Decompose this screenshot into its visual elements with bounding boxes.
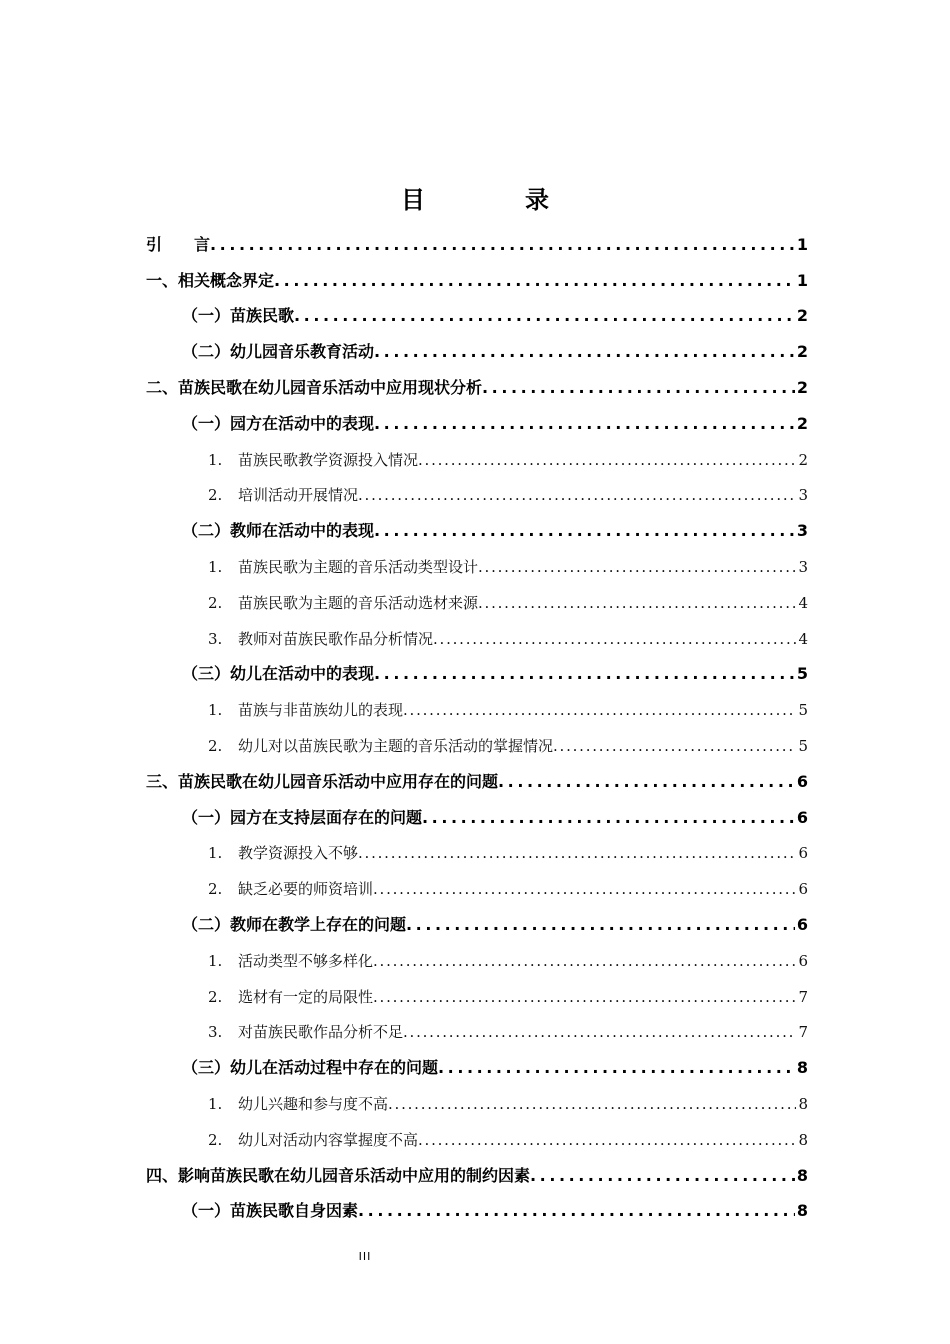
toc-entry[interactable]: [146, 471, 808, 507]
toc-entry[interactable]: [146, 793, 808, 829]
toc-entry-page: 3: [796, 521, 808, 541]
toc-dot-leader: [406, 914, 795, 936]
page-number-footer: III: [358, 1250, 372, 1263]
toc-entry-text: 三、苗族民歌在幼儿园音乐活动中应用存在的问题: [146, 771, 499, 791]
toc-entry-label: [182, 305, 294, 327]
toc-dot-leader: [210, 234, 795, 256]
toc-entry[interactable]: [146, 506, 808, 542]
toc-entry-page: 4: [798, 593, 808, 612]
toc-entry[interactable]: [146, 399, 808, 435]
toc-entry-label: [208, 699, 403, 721]
toc-entry-page: 1: [796, 234, 808, 254]
toc-dot-leader: [373, 878, 796, 900]
toc-entry-page: 2: [796, 306, 808, 326]
toc-entry[interactable]: [146, 1115, 808, 1151]
toc-entry-number: 2.: [208, 736, 223, 755]
toc-dot-leader: [374, 341, 795, 363]
toc-dot-leader: [438, 1057, 795, 1079]
toc-entry-label: [208, 484, 358, 506]
toc-entry[interactable]: [146, 864, 808, 900]
toc-entry-label: [208, 950, 373, 972]
toc-entry-number: 1.: [208, 450, 223, 469]
toc-entry-label: [208, 628, 433, 650]
toc-dot-leader: [373, 986, 796, 1008]
toc-entry-text: （一）苗族民歌: [182, 306, 295, 326]
toc-dot-leader: [530, 1165, 795, 1187]
toc-entry-page: 8: [796, 1165, 808, 1185]
toc-entry[interactable]: [146, 829, 808, 865]
toc-entry-number: 2.: [208, 486, 223, 505]
toc-entry-number: 3.: [208, 1023, 223, 1042]
toc-dot-leader: [358, 484, 796, 506]
toc-entry-label: [182, 413, 374, 435]
toc-entry-page: 3: [798, 486, 808, 505]
toc-dot-leader: [274, 270, 795, 292]
toc-entry-text: （一）苗族民歌自身因素: [182, 1201, 359, 1221]
toc-entry-page: 3: [798, 557, 808, 576]
toc-entry-label: [146, 377, 482, 399]
toc-entry-label: [182, 914, 406, 936]
toc-entry-number: 1.: [208, 844, 223, 863]
toc-entry-label: [208, 842, 358, 864]
toc-entry-number: 2.: [208, 880, 223, 899]
toc-entry-page: 6: [798, 844, 808, 863]
toc-entry[interactable]: [146, 972, 808, 1008]
toc-dot-leader: [433, 628, 796, 650]
toc-entry-number: 1.: [208, 951, 223, 970]
toc-entry-label: [182, 520, 374, 542]
toc-entry-text: 二、苗族民歌在幼儿园音乐活动中应用现状分析: [146, 377, 483, 397]
toc-entry-text: 幼儿对以苗族民歌为主题的音乐活动的掌握情况: [238, 736, 554, 755]
toc-entry-text: 一、相关概念界定: [146, 270, 275, 290]
toc-entry-page: 8: [796, 1058, 808, 1078]
toc-title: 目 录: [401, 186, 587, 214]
toc-entry-text: 对苗族民歌作品分析不足: [238, 1023, 404, 1042]
toc-entry-number: 3.: [208, 629, 223, 648]
toc-entry-text: 教师对苗族民歌作品分析情况: [238, 629, 434, 648]
toc-entry-label: [146, 234, 210, 256]
toc-dot-leader: [358, 1200, 795, 1222]
toc-entry-page: 4: [798, 629, 808, 648]
toc-entry-text: 苗族与非苗族幼儿的表现: [238, 701, 404, 720]
toc-entry-page: 5: [798, 701, 808, 720]
toc-entry-label: [208, 878, 373, 900]
toc-entry-number: 1.: [208, 557, 223, 576]
toc-entry-page: 7: [798, 1023, 808, 1042]
toc-entry-page: 2: [798, 450, 808, 469]
toc-entry-page: 5: [798, 736, 808, 755]
toc-entry[interactable]: [146, 900, 808, 936]
toc-dot-leader: [403, 1021, 796, 1043]
toc-entry[interactable]: [146, 650, 808, 686]
toc-dot-leader: [422, 807, 795, 829]
toc-entry[interactable]: [146, 757, 808, 793]
toc-entry-label: [208, 592, 478, 614]
toc-entry-text: 苗族民歌教学资源投入情况: [238, 450, 419, 469]
toc-dot-leader: [373, 950, 796, 972]
toc-dot-leader: [374, 520, 795, 542]
toc-entry-text: 引 言: [146, 234, 211, 254]
toc-entry-text: （二）教师在活动中的表现: [182, 521, 375, 541]
toc-entry[interactable]: [146, 936, 808, 972]
toc-entry[interactable]: [146, 685, 808, 721]
toc-entry-page: 7: [798, 987, 808, 1006]
toc-entry-label: [208, 556, 478, 578]
toc-dot-leader: [294, 305, 795, 327]
toc-dot-leader: [482, 377, 795, 399]
toc-entry-label: [182, 807, 422, 829]
toc-entry[interactable]: [146, 721, 808, 757]
toc-entry-number: 1.: [208, 701, 223, 720]
toc-entry-text: （二）教师在教学上存在的问题: [182, 914, 407, 934]
toc-dot-leader: [388, 1093, 796, 1115]
toc-dot-leader: [358, 842, 796, 864]
toc-dot-leader: [418, 1129, 796, 1151]
toc-entry[interactable]: [146, 256, 808, 292]
toc-entry-page: 6: [798, 880, 808, 899]
toc-dot-leader: [374, 663, 795, 685]
toc-entry-page: 8: [798, 1094, 808, 1113]
toc-entry-label: [182, 341, 374, 363]
toc-entry-label: [182, 1057, 438, 1079]
toc-entry-label: [208, 1021, 403, 1043]
toc-entry-text: （一）园方在活动中的表现: [182, 413, 375, 433]
toc-entry-text: 缺乏必要的师资培训: [238, 880, 374, 899]
toc-entry-text: 教学资源投入不够: [238, 844, 359, 863]
toc-entry[interactable]: [146, 292, 808, 328]
toc-entry-page: 1: [796, 270, 808, 290]
toc-entry[interactable]: [146, 1043, 808, 1079]
toc-entry-number: 2.: [208, 1130, 223, 1149]
toc-dot-leader: [478, 592, 796, 614]
toc-entry-text: 培训活动开展情况: [238, 486, 359, 505]
toc-entry-text: 苗族民歌为主题的音乐活动类型设计: [238, 557, 479, 576]
toc-entry-text: （三）幼儿在活动中的表现: [182, 664, 375, 684]
toc-entry-label: [208, 1129, 418, 1151]
toc-entry-label: [208, 735, 553, 757]
toc-entry-text: 幼儿对活动内容掌握度不高: [238, 1130, 419, 1149]
toc-entry[interactable]: [146, 1079, 808, 1115]
toc-entry-label: [208, 986, 373, 1008]
toc-entry[interactable]: [146, 614, 808, 650]
toc-entry-text: （三）幼儿在活动过程中存在的问题: [182, 1058, 439, 1078]
toc-entry-page: 6: [796, 771, 808, 791]
toc-entry-page: 8: [798, 1130, 808, 1149]
toc-entry-number: 2.: [208, 593, 223, 612]
toc-entry[interactable]: [146, 542, 808, 578]
toc-dot-leader: [478, 556, 796, 578]
toc-entry-label: [146, 270, 274, 292]
toc-entry-text: 苗族民歌为主题的音乐活动选材来源: [238, 593, 479, 612]
toc-entry-page: 6: [796, 807, 808, 827]
toc-dot-leader: [374, 413, 795, 435]
toc-entry-page: 2: [796, 413, 808, 433]
toc-entry[interactable]: [146, 1008, 808, 1044]
toc-dot-leader: [553, 735, 796, 757]
toc-entry-page: 6: [798, 951, 808, 970]
toc-entry-label: [182, 663, 374, 685]
toc-entry-text: （一）园方在支持层面存在的问题: [182, 807, 423, 827]
toc-entry-label: [146, 1165, 530, 1187]
toc-dot-leader: [418, 449, 796, 471]
toc-dot-leader: [498, 771, 795, 793]
toc-dot-leader: [403, 699, 796, 721]
toc-entry-number: 1.: [208, 1094, 223, 1113]
toc-entry[interactable]: [146, 1187, 808, 1223]
toc-entry-label: [146, 771, 498, 793]
toc-entry-page: 6: [796, 914, 808, 934]
toc-entry-label: [208, 449, 418, 471]
toc-entry-page: 2: [796, 342, 808, 362]
toc-list: [146, 220, 808, 1222]
toc-entry-number: 2.: [208, 987, 223, 1006]
toc-entry[interactable]: [146, 327, 808, 363]
toc-entry[interactable]: [146, 220, 808, 256]
toc-entry-page: 2: [796, 377, 808, 397]
toc-entry-text: 四、影响苗族民歌在幼儿园音乐活动中应用的制约因素: [146, 1165, 531, 1185]
toc-entry[interactable]: [146, 363, 808, 399]
toc-entry[interactable]: [146, 1151, 808, 1187]
toc-entry[interactable]: [146, 435, 808, 471]
toc-entry-page: 8: [796, 1201, 808, 1221]
toc-entry-text: （二）幼儿园音乐教育活动: [182, 342, 375, 362]
toc-entry-text: 活动类型不够多样化: [238, 951, 374, 970]
toc-entry-page: 5: [796, 664, 808, 684]
toc-entry-label: [182, 1200, 358, 1222]
toc-entry-text: 幼儿兴趣和参与度不高: [238, 1094, 389, 1113]
toc-entry-text: 选材有一定的局限性: [238, 987, 374, 1006]
toc-entry-label: [208, 1093, 388, 1115]
toc-entry[interactable]: [146, 578, 808, 614]
